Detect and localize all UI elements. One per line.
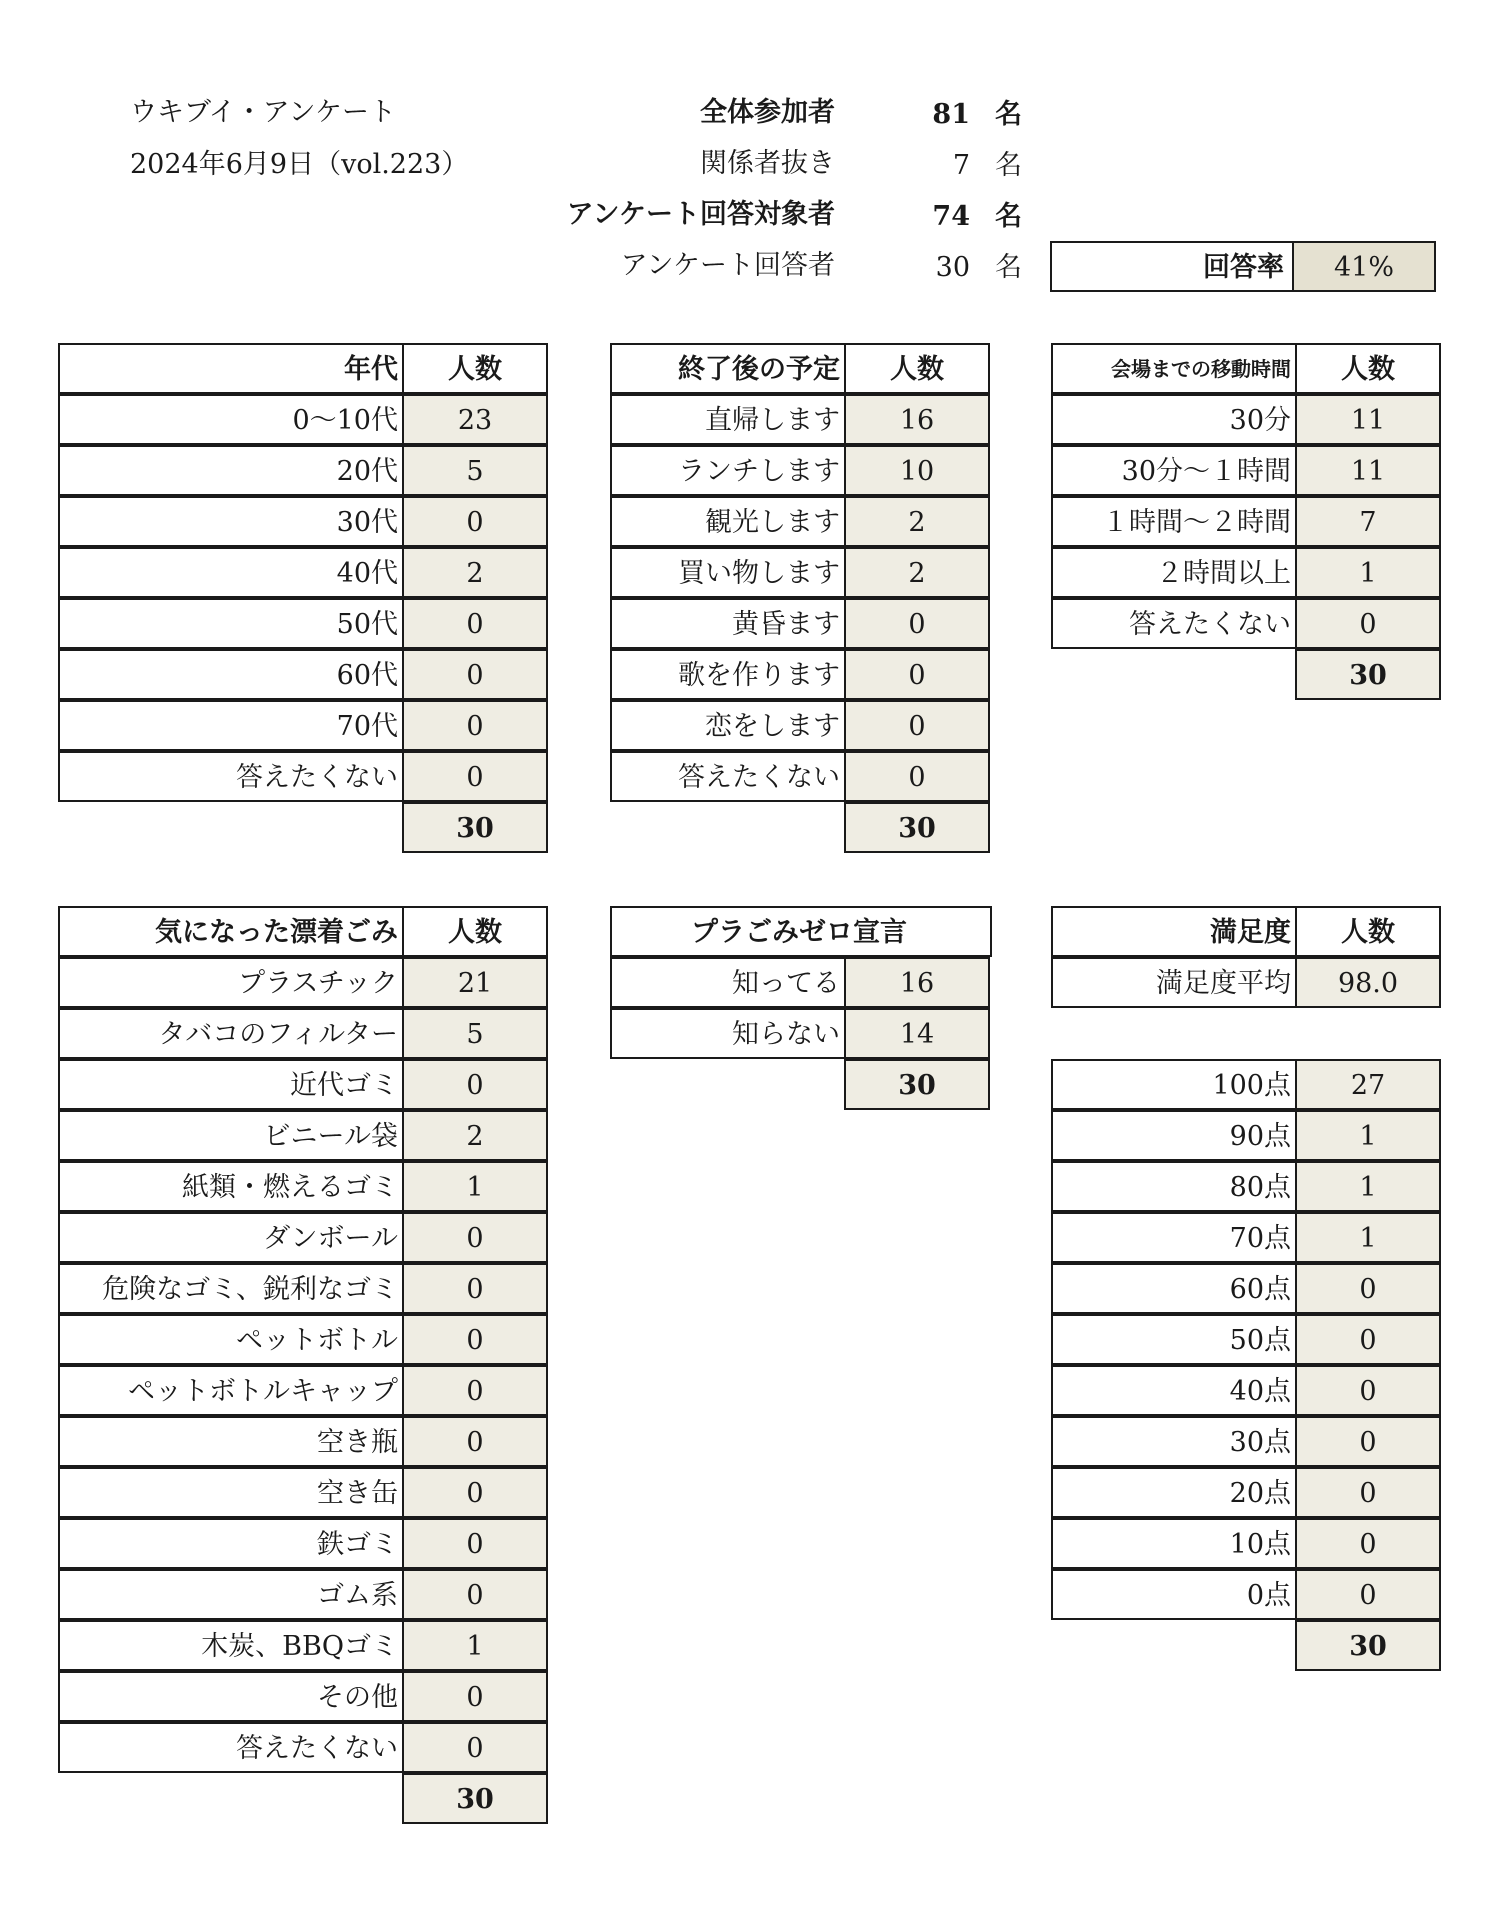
stat-total-value: 81 [932, 99, 970, 130]
plans-table [612, 345, 990, 855]
table-header-count: 人数 [844, 343, 990, 394]
row-label: 黄昏ます [610, 598, 846, 649]
row-label: 鉄ゴミ [58, 1518, 404, 1569]
table-row [1053, 1367, 1441, 1418]
row-label: 30点 [1051, 1416, 1297, 1467]
table-header-count: 人数 [402, 906, 548, 957]
table-row [60, 1367, 548, 1418]
stat-respondents-unit: 名 [995, 252, 1022, 283]
row-count: 0 [1295, 598, 1441, 649]
row-count: 0 [1295, 1467, 1441, 1518]
row-label: 40代 [58, 547, 404, 598]
row-count: 7 [1295, 496, 1441, 547]
row-count: 1 [1295, 1212, 1441, 1263]
table-header-row [60, 908, 548, 959]
table-row [1053, 600, 1441, 651]
row-count: 0 [402, 1212, 548, 1263]
row-count: 21 [402, 957, 548, 1008]
row-label: １時間〜２時間 [1051, 496, 1297, 547]
row-count: 0 [844, 700, 990, 751]
row-count: 5 [402, 1008, 548, 1059]
table-header-label: 気になった漂着ごみ [58, 906, 404, 957]
table-row [60, 1163, 548, 1214]
stat-staff-label: 関係者抜き [700, 148, 835, 179]
table-total-row [1053, 651, 1441, 702]
row-count: 5 [402, 445, 548, 496]
row-count: 0 [402, 496, 548, 547]
row-label: ダンボール [58, 1212, 404, 1263]
row-count: 11 [1295, 394, 1441, 445]
table-row [612, 959, 992, 1010]
row-label: プラスチック [58, 957, 404, 1008]
table-row [1053, 1469, 1441, 1520]
table-row [60, 447, 548, 498]
table-row [612, 1010, 992, 1061]
table-row [612, 498, 990, 549]
row-count: 2 [844, 496, 990, 547]
table-row [60, 1469, 548, 1520]
table-row [60, 396, 548, 447]
row-count: 0 [844, 598, 990, 649]
table-header-label: 年代 [58, 343, 404, 394]
table-header-label: 満足度 [1051, 906, 1297, 957]
row-label: 50代 [58, 598, 404, 649]
table-row [1053, 447, 1441, 498]
row-label: 知らない [610, 1008, 846, 1059]
table-row [612, 702, 990, 753]
response-rate-value: 41% [1292, 241, 1436, 292]
row-label: 直帰します [610, 394, 846, 445]
row-label: 100点 [1051, 1059, 1297, 1110]
table-row [1053, 1265, 1441, 1316]
table-row [1053, 1520, 1441, 1571]
row-label: 30分 [1051, 394, 1297, 445]
row-label: 答えたくない [610, 751, 846, 802]
row-label: 0〜10代 [58, 394, 404, 445]
row-count: 2 [402, 1110, 548, 1161]
row-count: 0 [402, 1518, 548, 1569]
row-label: 20代 [58, 445, 404, 496]
row-label: 0点 [1051, 1569, 1297, 1620]
table-row [60, 959, 548, 1010]
table-row [1053, 1418, 1441, 1469]
satisfaction-average-value: 98.0 [1295, 957, 1441, 1008]
table-header-count: 人数 [1295, 343, 1441, 394]
satisfaction-average-row [1053, 959, 1441, 1010]
table-total-row [1053, 1622, 1441, 1673]
satisfaction-table [1053, 908, 1441, 1010]
table-row [1053, 1061, 1441, 1112]
row-label: 歌を作ります [610, 649, 846, 700]
total-count: 30 [1295, 649, 1441, 700]
row-label: ペットボトルキャップ [58, 1365, 404, 1416]
table-row [60, 1265, 548, 1316]
table-header-label: プラごみゼロ宣言 [610, 906, 992, 957]
stat-total-label: 全体参加者 [700, 97, 835, 128]
response-rate-label: 回答率 [1050, 241, 1294, 292]
table-header-label: 終了後の予定 [610, 343, 846, 394]
table-header-row [1053, 908, 1441, 959]
table-row [1053, 1316, 1441, 1367]
row-label: 40点 [1051, 1365, 1297, 1416]
row-count: 0 [402, 751, 548, 802]
table-row [60, 1673, 548, 1724]
row-count: 27 [1295, 1059, 1441, 1110]
row-label: 90点 [1051, 1110, 1297, 1161]
row-label: その他 [58, 1671, 404, 1722]
row-count: 0 [1295, 1569, 1441, 1620]
row-count: 0 [402, 598, 548, 649]
table-total-row [612, 804, 990, 855]
survey-date: 2024年6月9日（vol.223） [130, 149, 469, 180]
row-count: 1 [402, 1161, 548, 1212]
row-count: 2 [402, 547, 548, 598]
table-row [60, 1214, 548, 1265]
table-row [60, 1061, 548, 1112]
row-label: 買い物します [610, 547, 846, 598]
stat-target-unit: 名 [995, 201, 1022, 232]
table-header-row [612, 345, 990, 396]
survey-title: ウキブイ・アンケート [130, 97, 396, 128]
row-count: 0 [1295, 1518, 1441, 1569]
row-count: 0 [402, 1671, 548, 1722]
table-total-row [60, 1775, 548, 1826]
row-count: 0 [402, 1722, 548, 1773]
table-header-label: 会場までの移動時間 [1051, 343, 1297, 394]
row-label: 50点 [1051, 1314, 1297, 1365]
row-count: 0 [402, 1059, 548, 1110]
table-total-row [612, 1061, 992, 1112]
satisfaction-average-label: 満足度平均 [1051, 957, 1297, 1008]
table-row [1053, 1571, 1441, 1622]
table-row [60, 1418, 548, 1469]
row-label: 答えたくない [1051, 598, 1297, 649]
row-count: 0 [402, 1416, 548, 1467]
row-label: 恋をします [610, 700, 846, 751]
stat-staff-value: 7 [952, 150, 970, 181]
table-total-row [60, 804, 548, 855]
total-count: 30 [844, 802, 990, 853]
row-count: 0 [402, 1314, 548, 1365]
row-count: 1 [1295, 1161, 1441, 1212]
stat-respondents-value: 30 [935, 252, 970, 283]
row-label: 空き缶 [58, 1467, 404, 1518]
row-label: タバコのフィルター [58, 1008, 404, 1059]
spacer [610, 1061, 846, 1112]
total-count: 30 [844, 1059, 990, 1110]
table-row [60, 753, 548, 804]
table-row [60, 1112, 548, 1163]
table-row [60, 1571, 548, 1622]
table-row [612, 651, 990, 702]
row-label: 70代 [58, 700, 404, 751]
row-count: 0 [402, 700, 548, 751]
row-count: 1 [1295, 1110, 1441, 1161]
row-label: 60点 [1051, 1263, 1297, 1314]
row-label: 70点 [1051, 1212, 1297, 1263]
row-count: 0 [402, 1569, 548, 1620]
table-header-row [1053, 345, 1441, 396]
row-count: 1 [402, 1620, 548, 1671]
row-count: 0 [844, 751, 990, 802]
spacer [58, 804, 404, 855]
table-header-count: 人数 [402, 343, 548, 394]
table-row [60, 549, 548, 600]
row-label: 知ってる [610, 957, 846, 1008]
table-row [612, 396, 990, 447]
table-row [60, 498, 548, 549]
table-row [1053, 1163, 1441, 1214]
row-label: ペットボトル [58, 1314, 404, 1365]
row-label: 20点 [1051, 1467, 1297, 1518]
row-count: 0 [1295, 1263, 1441, 1314]
table-row [612, 753, 990, 804]
stat-target-value: 74 [932, 201, 970, 232]
row-label: ２時間以上 [1051, 547, 1297, 598]
table-row [612, 600, 990, 651]
row-label: 答えたくない [58, 1722, 404, 1773]
table-row [1053, 549, 1441, 600]
table-row [60, 1622, 548, 1673]
table-row [60, 1316, 548, 1367]
row-count: 11 [1295, 445, 1441, 496]
table-row [60, 651, 548, 702]
row-label: 空き瓶 [58, 1416, 404, 1467]
table-row [60, 1724, 548, 1775]
row-label: ビニール袋 [58, 1110, 404, 1161]
row-count: 10 [844, 445, 990, 496]
stat-total-unit: 名 [995, 99, 1022, 130]
row-count: 23 [402, 394, 548, 445]
table-row [1053, 1214, 1441, 1265]
row-count: 0 [402, 1467, 548, 1518]
row-label: 木炭、BBQゴミ [58, 1620, 404, 1671]
row-label: 紙類・燃えるゴミ [58, 1161, 404, 1212]
total-count: 30 [402, 1773, 548, 1824]
row-count: 14 [844, 1008, 990, 1059]
debris-table [60, 908, 548, 1826]
total-count: 30 [402, 802, 548, 853]
satisfaction-distribution-table [1053, 1061, 1441, 1673]
row-count: 0 [402, 1365, 548, 1416]
row-count: 0 [402, 1263, 548, 1314]
travel-time-table [1053, 345, 1441, 702]
table-header-row [60, 345, 548, 396]
table-row [612, 549, 990, 600]
table-row [612, 447, 990, 498]
spacer [1051, 1622, 1297, 1673]
stat-respondents-label: アンケート回答者 [620, 250, 835, 281]
table-row [1053, 1112, 1441, 1163]
table-row [1053, 498, 1441, 549]
row-label: 近代ゴミ [58, 1059, 404, 1110]
table-row [1053, 396, 1441, 447]
response-rate-box [1052, 243, 1436, 294]
row-count: 16 [844, 394, 990, 445]
table-row [60, 1520, 548, 1571]
table-row [60, 702, 548, 753]
row-count: 2 [844, 547, 990, 598]
stat-staff-unit: 名 [995, 150, 1022, 181]
row-label: 30分〜１時間 [1051, 445, 1297, 496]
age-table [60, 345, 548, 855]
row-count: 1 [1295, 547, 1441, 598]
table-header-count: 人数 [1295, 906, 1441, 957]
row-count: 0 [1295, 1365, 1441, 1416]
row-count: 0 [402, 649, 548, 700]
spacer [1051, 651, 1297, 702]
row-label: 観光します [610, 496, 846, 547]
row-label: 危険なゴミ、鋭利なゴミ [58, 1263, 404, 1314]
row-label: ゴム系 [58, 1569, 404, 1620]
row-count: 0 [1295, 1416, 1441, 1467]
row-count: 0 [1295, 1314, 1441, 1365]
row-label: 10点 [1051, 1518, 1297, 1569]
plastic-zero-table [612, 908, 992, 1112]
spacer [610, 804, 846, 855]
row-label: 60代 [58, 649, 404, 700]
row-count: 0 [844, 649, 990, 700]
stat-target-label: アンケート回答対象者 [566, 199, 835, 230]
row-label: 30代 [58, 496, 404, 547]
row-count: 16 [844, 957, 990, 1008]
row-label: 80点 [1051, 1161, 1297, 1212]
table-row [60, 1010, 548, 1061]
row-label: 答えたくない [58, 751, 404, 802]
table-header-row [612, 908, 992, 959]
row-label: ランチします [610, 445, 846, 496]
spacer [58, 1775, 404, 1826]
total-count: 30 [1295, 1620, 1441, 1671]
table-row [60, 600, 548, 651]
